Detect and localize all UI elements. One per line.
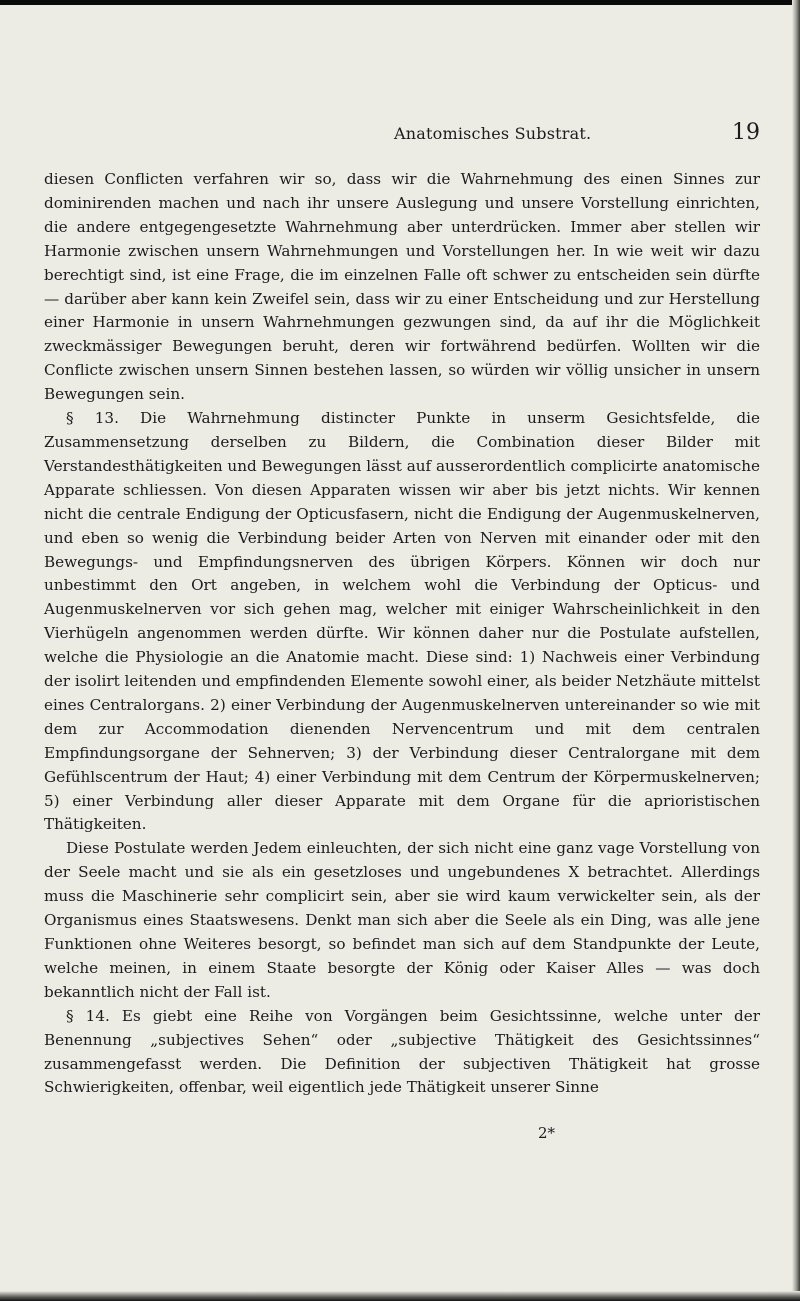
top-page-edge	[0, 0, 800, 5]
right-page-shadow	[792, 0, 800, 1301]
paragraph-continuation: diesen Conflicten verfahren wir so, dass wir die Wahrnehmung des einen Sinnes zur dominirenden machen und nach ihr unsere Auslegung und unsere Vorstellung einrichten, die andere entgegengesetzte Wahrnehmung aber unterdrücken. Immer aber stellen wir Harmonie zwischen unsern Wahrnehmungen und Vorstellungen her. In wie weit wir dazu berechtigt sind, ist eine Frage, die im einzelnen Falle oft schwer zu entscheiden sein dürfte — darüber aber kann kein Zweifel sein, dass wir zu einer Entscheidung und zur Herstellung einer Harmonie in unsern Wahrnehmungen gezwungen sind, da auf ihr die Möglichkeit zweckmässiger Bewegungen beruht, deren wir fortwährend bedürfen. Wollten wir die Conflicte zwischen unsern Sinnen bestehen lassen, so würden wir völlig unsicher in unsern Bewegungen sein.	[44, 170, 760, 404]
running-head	[44, 120, 760, 150]
paragraph-section-14: § 14. Es giebt eine Reihe von Vorgängen beim Gesichtssinne, welche unter der Benennung „subjectives Sehen“ oder „subjective Thätigkeit des Gesichtssinnes“ zusammengefasst werden. Die Definition der subjectiven Thätigkeit hat grosse Schwierigkeiten, offenbar, weil eigentlich jede Thätigkeit unserer Sinne	[44, 1006, 760, 1097]
body-text	[44, 168, 760, 1100]
bottom-page-shadow	[0, 1291, 800, 1301]
paragraph-section-13: § 13. Die Wahrnehmung distincter Punkte in unserm Gesichtsfelde, die Zusammensetzung derselben zu Bildern, die Combination dieser Bilder mit Verstandesthätigkeiten und Bewegungen lässt auf ausserordentlich complicirte anatomische Apparate schliessen. Von diesen Apparaten wissen wir aber bis jetzt nichts. Wir kennen nicht die centrale Endigung der Opticusfasern, nicht die Endigung der Augenmuskelnerven, und eben so wenig die Verbindung beider Arten von Nerven mit einander oder mit den Bewegungs- und Empfindungsnerven des übrigen Körpers. Können wir doch nur unbestimmt den Ort angeben, in welchem wohl die Verbindung der Opticus- und Augenmuskelnerven vor sich gehen mag, welcher mit einiger Wahrscheinlichkeit in den Vierhügeln angenommen werden dürfte. Wir können daher nur die Postulate aufstellen, welche die Physiologie an die Anatomie macht. Diese sind: 1) Nachweis einer Verbindung der isolirt leitenden und empfindenden Elemente sowohl einer, als beider Netzhäute mittelst eines Centralorgans. 2) einer Verbindung der Augenmuskelnerven untereinander so wie mit dem zur Accommodation dienenden Nervencentrum und mit dem centralen Empfindungsorgane der Sehnerven; 3) der Verbindung dieser Centralorgane mit dem Gefühlscentrum der Haut; 4) einer Verbindung mit dem Centrum der Körpermuskelnerven; 5) einer Verbindung aller dieser Apparate mit dem Organe für die aprioristischen Thätigkeiten.	[44, 409, 760, 834]
page-number: 19	[732, 120, 760, 145]
signature-mark: 2*	[537, 1124, 555, 1142]
paragraph-postulates: Diese Postulate werden Jedem einleuchten, der sich nicht eine ganz vage Vorstellung von der Seele macht und sie als ein gesetzloses und ungebundenes X betrachtet. Allerdings muss die Maschinerie sehr complicirt sein, aber sie wird kaum verwickelter sein, als der Organismus eines Staatswesens. Denkt man sich aber die Seele als ein Ding, was alle jene Funktionen ohne Weiteres besorgt, so befindet man sich auf dem Standpunkte der Leute, welche meinen, in einem Staate besorgte der König oder Kaiser Alles — was doch bekanntlich nicht der Fall ist.	[44, 839, 760, 1001]
running-title: Anatomisches Substrat.	[394, 124, 592, 143]
